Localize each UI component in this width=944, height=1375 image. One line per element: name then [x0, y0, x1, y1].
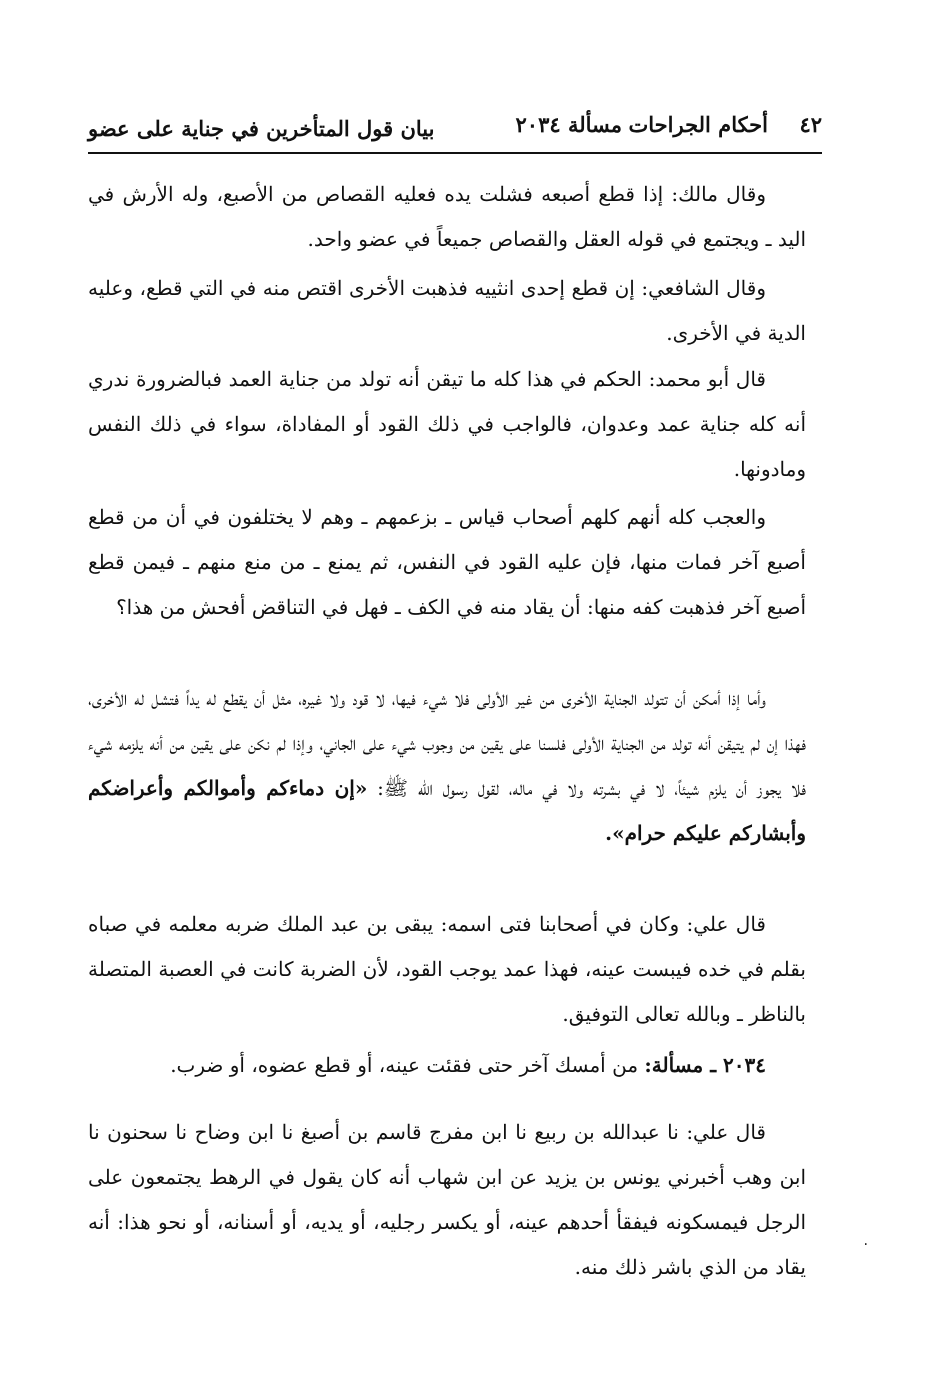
paragraph-abu-muhammad: قال أبو محمد: الحكم في هذا كله ما تيقن أنه تولد من جناية العمد فبالضرورة ندري أنه كله جناية عمد وعدوان، فالواجب في ذلك القود أو المفاداة، سواء في ذلك النفس ومادونها. [88, 367, 806, 481]
paragraph-malik: وقال مالك: إذا قطع أصبعه فشلت يده فعليه القصاص من الأصبع، وله الأرش في اليد ـ ويجتمع في قوله العقل والقصاص جميعاً في عضو واحد. [88, 182, 806, 251]
margin-mark: ٠ [862, 1236, 870, 1252]
masala-heading [88, 1043, 806, 1088]
masala-number: ٢٠٣٤ ـ مسألة: [644, 1053, 766, 1077]
hadith-quote: «إن دماءكم وأموالكم وأعراضكم وأبشاركم عليكم حرام». [88, 776, 806, 845]
paragraph-text: وأما إذا أمكن أن تتولد الجناية الأخرى من غير الأولى فلا شيء فيها، لا قود ولا غيره، مثل أن يقطع له يداً فتشل له الأخرى، فهذا إن لم يتيقن أنه تولد من الجناية الأولى فلسنا على يقين من وجوب شيء على الجاني، وإذا لم نكن على يقين من أنه يلزمه شيء فلا يجوز أن يلزم شيئاً، لا في بشرته ولا في ماله، لقول رسول الله ﷺ: [88, 686, 807, 800]
book-title: أحكام الجراحات [628, 112, 768, 137]
paragraph-second-injury [88, 676, 806, 856]
paragraph-contradiction: والعجب كله أنهم كلهم أصحاب قياس ـ بزعمهم ـ وهم لا يختلفون في أن من قطع أصبع آخر فمات منها، فإن عليه القود في النفس، ثم يمنع ـ من منع منهم ـ فيمن قطع أصبع آخر فذهبت كفه منها: أن يقاد منه في الكف ـ فهل في التناقض أفحش من هذا؟ [88, 505, 806, 619]
masala-statement: من أمسك آخر حتى فقئت عينه، أو قطع عضوه، أو ضرب. [170, 1053, 639, 1077]
issue-number: مسألة ٢٠٣٤ [515, 112, 622, 137]
paragraph-yabqa: قال علي: وكان في أصحابنا فتى اسمه: يبقى بن عبد الملك ضربه معلمه في صباه بقلم في خده فيبست عينه، فهذا عمد يوجب القود، لأن الضربة كانت في العصبة المتصلة بالناظر ـ وبالله تعالى التوفيق. [88, 912, 806, 1026]
running-header [88, 108, 822, 154]
section-topic: بيان قول المتأخرين في جناية على عضو [88, 116, 435, 141]
page-number: ٤٢ [799, 112, 822, 137]
paragraph-ibn-shihab: قال علي: نا عبدالله بن ربيع نا ابن مفرج قاسم بن أصبغ نا ابن وضاح نا سحنون نا ابن وهب أخبرني يونس بن يزيد عن ابن شهاب أنه كان يقول في الرهط يجتمعون على الرجل فيمسكونه فيفقأ أحدهم عينه، أو يكسر رجليه، أو يديه، أو أسنانه، أو نحو هذا: أنه يقاد من الذي باشر ذلك منه. [88, 1120, 806, 1279]
paragraph-shafii: وقال الشافعي: إن قطع إحدى انثييه فذهبت الأخرى اقتص منه في التي قطع، وعليه الدية في الأخرى. [88, 276, 806, 345]
